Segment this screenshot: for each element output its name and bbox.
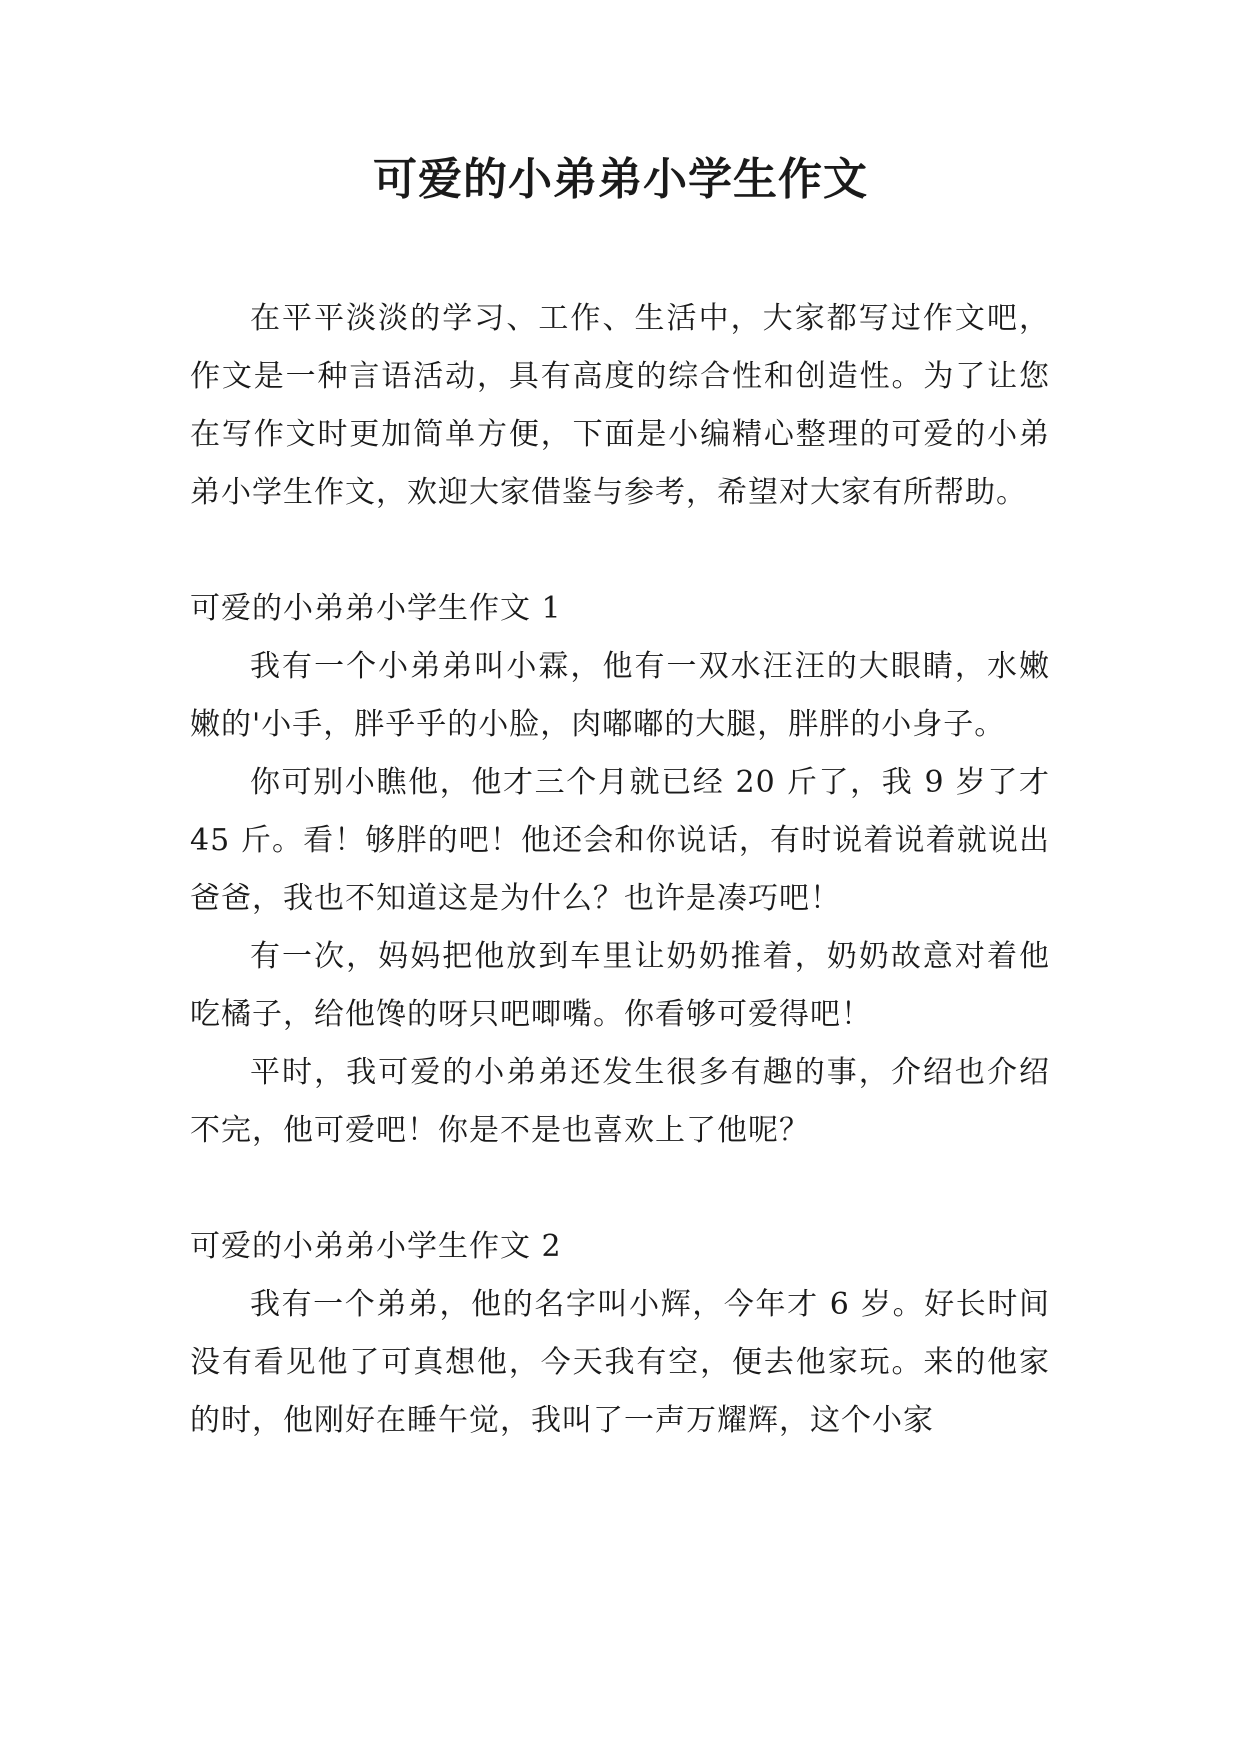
section-1-paragraph-3: 有一次，妈妈把他放到车里让奶奶推着，奶奶故意对着他吃橘子，给他馋的呀只吧唧嘴。你看够可爱得吧！ (190, 939, 1050, 1032)
section-spacer (190, 1160, 1050, 1218)
section-spacer (190, 522, 1050, 580)
section-1-heading: 可爱的小弟弟小学生作文 1 (190, 591, 562, 626)
intro-paragraph: 在平平淡淡的学习、工作、生活中，大家都写过作文吧，作文是一种言语活动，具有高度的综合性和创造性。为了让您在写作文时更加简单方便，下面是小编精心整理的可爱的小弟弟小学生作文，欢迎大家借鉴与参考，希望对大家有所帮助。 (190, 301, 1050, 510)
section-1-paragraph-1: 我有一个小弟弟叫小霖，他有一双水汪汪的大眼睛，水嫩嫩的'小手，胖乎乎的小脸，肉嘟嘟的大腿，胖胖的小身子。 (190, 649, 1050, 742)
section-2-heading: 可爱的小弟弟小学生作文 2 (190, 1229, 562, 1264)
section-1-paragraph-4: 平时，我可爱的小弟弟还发生很多有趣的事，介绍也介绍不完，他可爱吧！你是不是也喜欢上了他呢？ (190, 1055, 1050, 1148)
document-body (190, 290, 1050, 1450)
section-2-paragraph-1: 我有一个弟弟，他的名字叫小辉，今年才 6 岁。好长时间没有看见他了可真想他，今天我有空，便去他家玩。来的他家的时，他刚好在睡午觉，我叫了一声万耀辉，这个小家 (190, 1287, 1050, 1438)
document-title: 可爱的小弟弟小学生作文 (373, 154, 868, 205)
section-1-paragraph-2: 你可别小瞧他，他才三个月就已经 20 斤了，我 9 岁了才 45 斤。看！够胖的吧！他还会和你说话，有时说着说着就说出爸爸，我也不知道这是为什么？也许是凑巧吧！ (190, 765, 1050, 916)
